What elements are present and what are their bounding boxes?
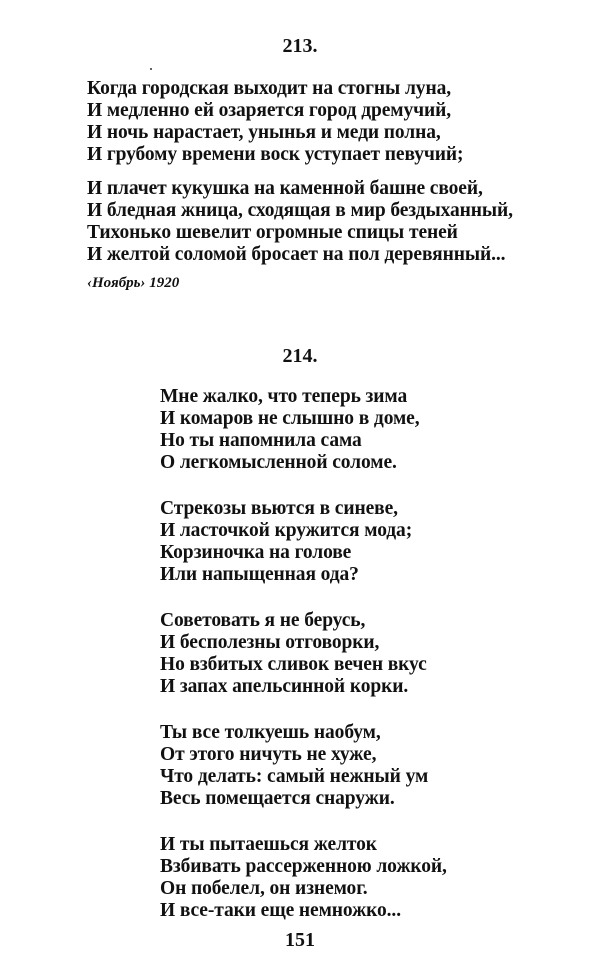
page-number: 151 [285, 929, 315, 951]
poem-line: Но взбитых сливок вечен вкус [160, 654, 427, 675]
stanza [87, 78, 513, 166]
poem-line: Но ты напомнила сама [160, 430, 362, 451]
poem-line: И ты пытаешься желток [160, 834, 377, 855]
poem-line: И комаров не слышно в доме, [160, 408, 420, 429]
poem-line: И ночь нарастает, унынья и меди полна, [87, 122, 441, 143]
poem-line: Корзиночка на голове [160, 542, 352, 563]
poem-line: И медленно ей озаряется город дремучий, [87, 100, 452, 121]
poem-line: И ласточкой кружится мода; [160, 520, 413, 541]
stanza [160, 722, 447, 810]
stanza [160, 386, 447, 474]
poem-line: Взбивать рассерженною ложкой, [160, 856, 447, 877]
poem-line: Советовать я не берусь, [160, 610, 366, 631]
poem-line: Или напыщенная ода? [160, 564, 359, 585]
poem-number-213: 213. [282, 35, 318, 57]
poem-line: Что делать: самый нежный ум [160, 766, 429, 787]
poem-214 [160, 386, 447, 922]
poem-line: И бледная жница, сходящая в мир бездыханный, [87, 200, 513, 221]
poem-line: И бесполезны отговорки, [160, 632, 380, 653]
poem-line: Весь помещается снаружи. [160, 788, 395, 809]
stanza [160, 498, 447, 586]
poem-line: И желтой соломой бросает на пол деревянный... [87, 244, 506, 265]
poem-line: Ты все толкуешь наобум, [160, 722, 381, 743]
poem-line: И запах апельсинной корки. [160, 676, 409, 697]
poem-line: О легкомысленной соломе. [160, 452, 397, 473]
poem-line: И плачет кукушка на каменной башне своей, [87, 178, 483, 199]
poem-line: Стрекозы вьются в синеве, [160, 498, 398, 519]
stanza [160, 610, 447, 698]
poem-213 [87, 78, 513, 266]
poem-line: Когда городская выходит на стогны луна, [87, 78, 452, 99]
poem-line: И грубому времени воск уступает певучий; [87, 144, 464, 165]
poem-line: Мне жалко, что теперь зима [160, 386, 408, 407]
poem-date-signature: ‹Ноябрь› 1920 [87, 275, 180, 291]
poem-line: От этого ничуть не хуже, [160, 744, 377, 765]
print-speck [150, 68, 152, 70]
poem-line: И все-таки еще немножко... [160, 900, 401, 921]
poem-line: Он побелел, он изнемог. [160, 878, 368, 899]
stanza [87, 178, 513, 266]
stanza [160, 834, 447, 922]
poem-line: Тихонько шевелит огромные спицы теней [87, 222, 458, 243]
poem-number-214: 214. [282, 345, 318, 367]
